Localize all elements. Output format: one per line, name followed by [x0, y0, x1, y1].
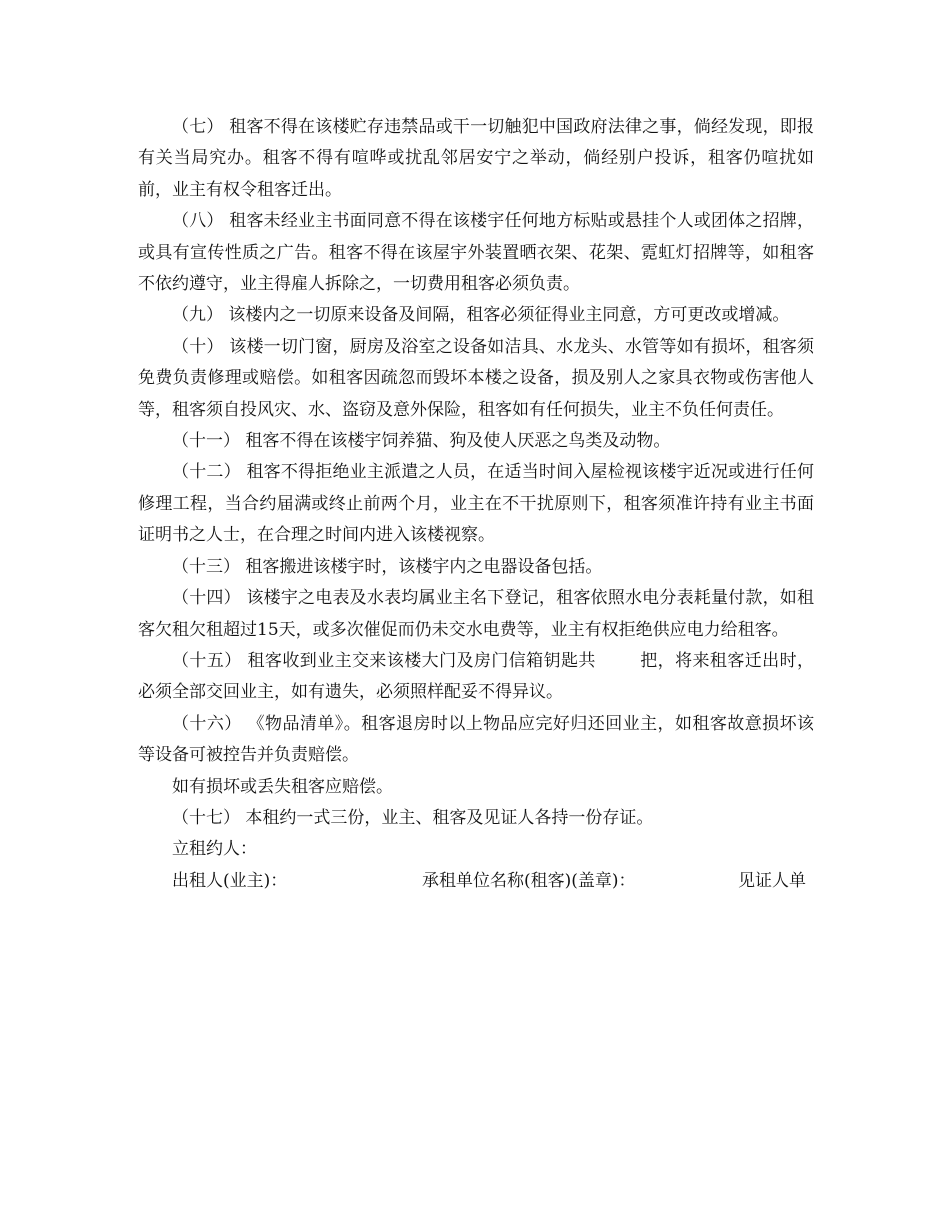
clause-number: （十三）	[172, 556, 240, 577]
tenant-label: 承租单位名称(租客)(盖章)：	[422, 870, 636, 891]
clause-number: （十一）	[172, 431, 240, 452]
clause-9	[138, 300, 814, 331]
clause-text: 租客不得拒绝业主派遣之人员，在适当时间入屋检视该楼宇近况或进行任何修理工程，当合约届满或终止前两个月，业主在不干扰原则下，租客须准许持有业主书面证明书之人士，在合理之时间内进入该楼视察。	[138, 462, 815, 546]
clause-text: 租客收到业主交来该楼大门及房门信箱钥匙共	[247, 650, 596, 671]
clause-text: 租客搬进该楼宇时，该楼宇内之电器设备包括。	[245, 556, 603, 577]
clause-10	[138, 332, 814, 426]
clause-number: （八）	[172, 211, 224, 232]
landlord-label: 出租人(业主)：	[172, 870, 288, 891]
clause-16	[138, 709, 814, 772]
clause-number: （十）	[172, 336, 224, 357]
clause-text: 租客未经业主书面同意不得在该楼宇任何地方标贴或悬挂个人或团体之招牌，或具有宣传性质之广告。租客不得在该屋宇外装置晒衣架、花架、霓虹灯招牌等，如租客不依约遵守，业主得雇人拆除之，一切费用租客必须负责。	[138, 211, 815, 295]
clause-text: 《物品清单》。租客退房时以上物品应完好归还回业主，如租客故意损坏该等设备可被控告并负责赔偿。	[138, 713, 815, 766]
clause-text: 租客不得在该楼宇饲养猫、狗及使人厌恶之鸟类及动物。	[245, 431, 671, 452]
clause-number: （十五）	[172, 650, 242, 671]
document-page	[138, 112, 814, 897]
clause-text: 该楼内之一切原来设备及间隔，租客必须征得业主同意，方可更改或增减。	[228, 305, 790, 326]
signature-row	[138, 866, 814, 897]
clause-number: （十七）	[172, 807, 240, 828]
clause-17	[138, 803, 814, 834]
clause-8	[138, 206, 814, 300]
clause-text: 该楼宇之电表及水表均属业主名下登记，租客依照水电分表耗量付款，如租客欠租欠租超过15天，或多次催促而仍未交水电费等，业主有权拒绝供应电力给租客。	[138, 588, 815, 640]
damage-note: 如有损坏或丢失租客应赔偿。	[172, 776, 393, 797]
clause-number: （十四）	[172, 588, 241, 609]
clause-number: （十六）	[172, 713, 242, 734]
clause-13	[138, 552, 814, 583]
clause-7	[138, 112, 814, 206]
clause-14	[138, 583, 814, 646]
clause-15	[138, 646, 814, 709]
clause-number: （七）	[172, 117, 224, 137]
clause-text: 把，将来租客迁出时，必须全部交回业主，如有遗失，必须照样配妥不得异议。	[138, 650, 815, 703]
signatories-heading: 立租约人：	[172, 839, 257, 860]
clause-text: 租客不得在该楼贮存违禁品或干一切触犯中国政府法律之事，倘经发现，即报有关当局究办。租客不得有喧哗或扰乱邻居安宁之举动，倘经别户投诉，租客仍喧扰如前，业主有权令租客迁出。	[138, 117, 815, 200]
clause-11	[138, 426, 814, 457]
clause-text: 本租约一式三份，业主、租客及见证人各持一份存证。	[245, 807, 654, 828]
witness-label: 见证人单	[738, 870, 806, 891]
clause-text: 该楼一切门窗，厨房及浴室之设备如洁具、水龙头、水管等如有损坏，租客须免费负责修理或赔偿。如租客因疏忽而毁坏本楼之设备，损及别人之家具衣物或伤害他人等，租客须自投风灾、水、盗窃及意外保险，租客如有任何损失，业主不负任何责任。	[138, 336, 815, 420]
clause-12	[138, 457, 814, 551]
clause-number: （九）	[172, 305, 223, 326]
clause-number: （十二）	[172, 462, 241, 483]
